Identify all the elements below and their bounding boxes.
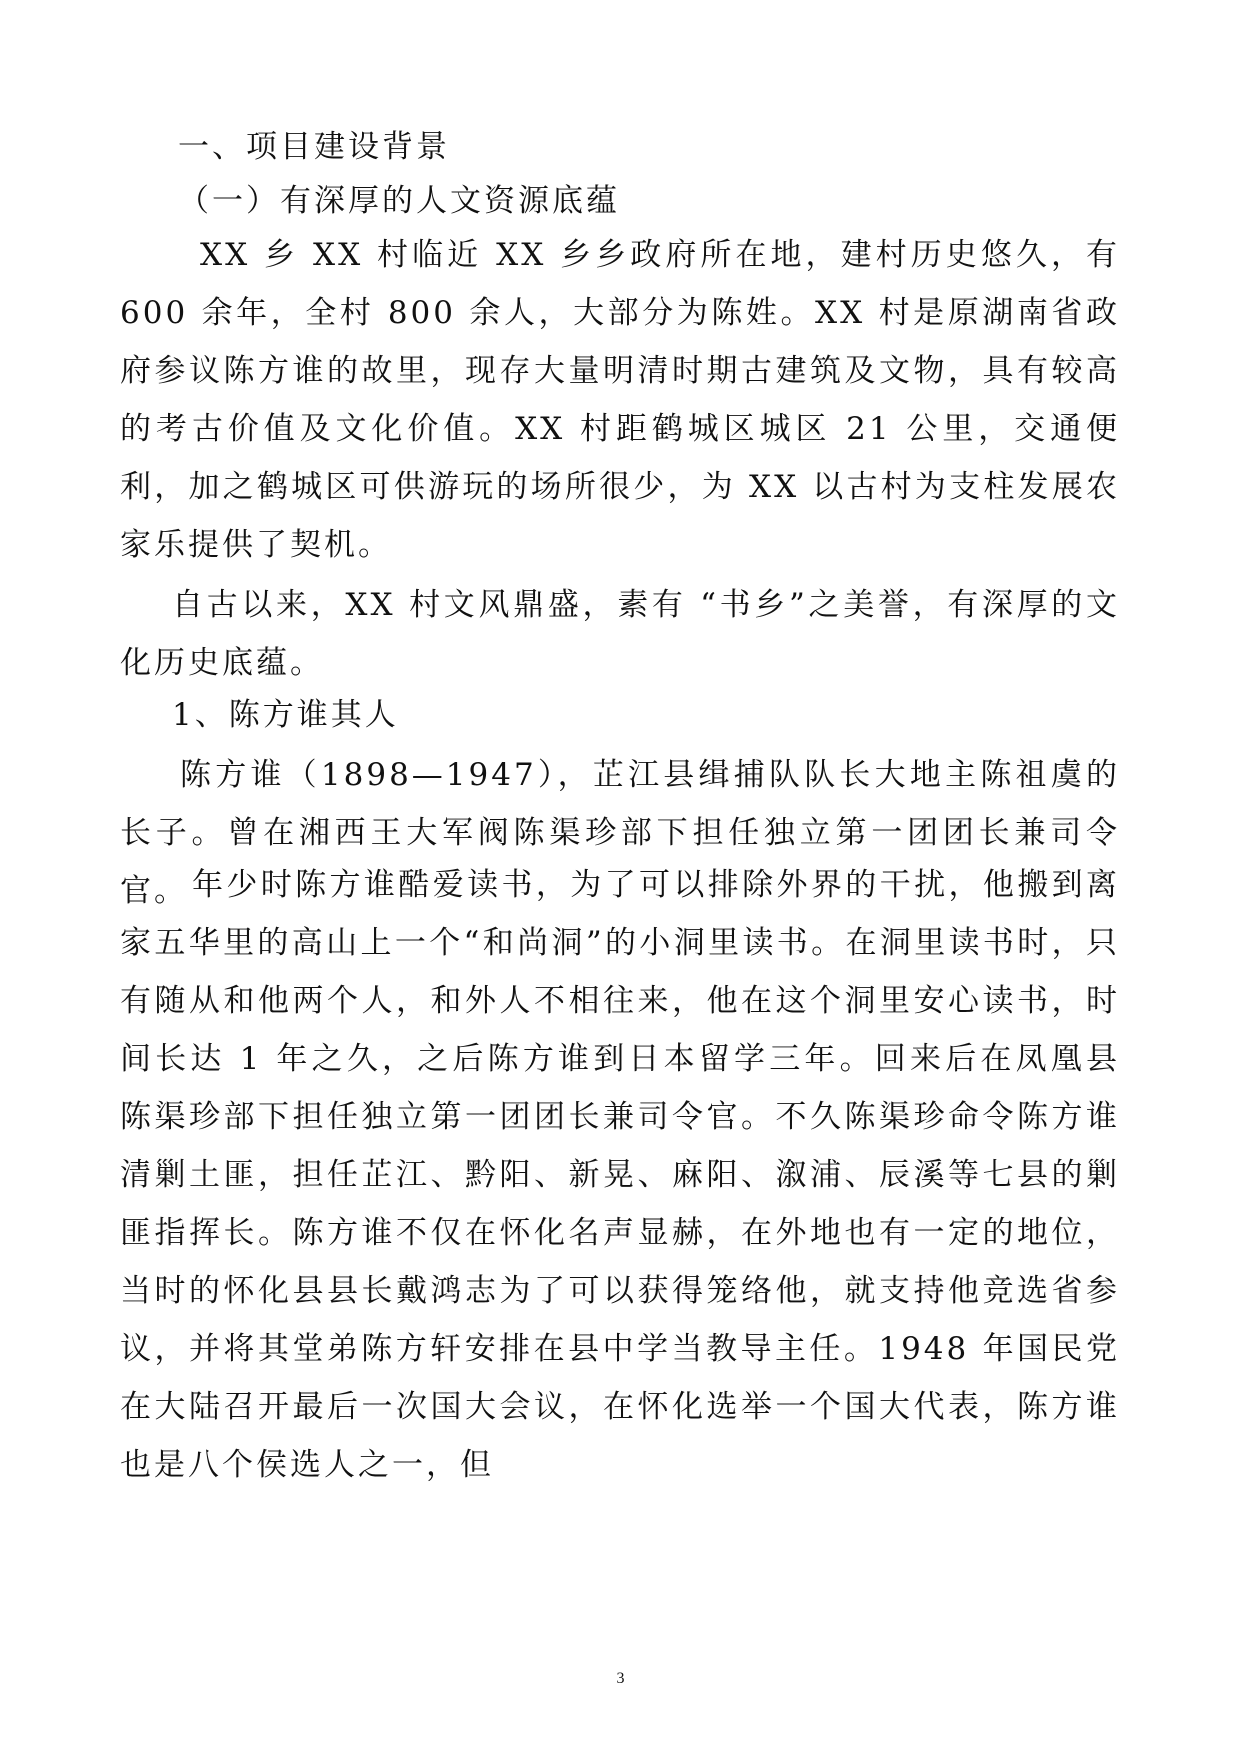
page-number: 3 — [616, 1670, 625, 1687]
paragraph-person-story: 年少时陈方谁酷爱读书，为了可以排除外界的干扰，他搬到离家五华里的高山上一个“和尚洞”的小洞里读书。在洞里读书时，只有随从和他两个人，和外人不相往来，他在这个洞里安心读书，时间长达 1 年之久，之后陈方谁到日本留学三年。回来后在凤凰县陈渠珍部下担任独立第一团团长兼司令官。不久陈渠珍命令陈方谁清剿土匪，担任芷江、黔阳、新晃、麻阳、溆浦、辰溪等七县的剿匪指挥长。陈方谁不仅在怀化名声显赫，在外地也有一定的地位，当时的怀化县县长戴鸿志为了可以获得笼络他，就支持他竞选省参议，并将其堂弟陈方轩安排在县中学当教导主任。1948 年国民党在大陆召开最后一次国大会议，在怀化选举一个国大代表，陈方谁也是八个侯选人之一，但 — [120, 867, 1120, 1483]
person-subheading: 1、陈方谁其人 — [172, 697, 399, 733]
section-heading: 一、项目建设背景 — [178, 129, 450, 165]
paragraph-village-intro: XX 乡 XX 村临近 XX 乡乡政府所在地，建村历史悠久，有 600 余年，全村 800 余人，大部分为陈姓。XX 村是原湖南省政府参议陈方谁的故里，现存大量明清时期古建筑及文物，具有较高的考古价值及文化价值。XX 村距鹤城区城区 21 公里，交通便利，加之鹤城区可供游玩的场所很少，为 XX 以古村为支柱发展农家乐提供了契机。 — [120, 237, 1120, 563]
paragraph-culture: 自古以来，XX 村文风鼎盛，素有 “书乡”之美誉，有深厚的文化历史底蕴。 — [120, 587, 1120, 681]
subsection-heading: （一）有深厚的人文资源底蕴 — [178, 183, 620, 219]
paragraph-person-bio: 陈方谁（1898—1947），芷江县缉捕队队长大地主陈祖虞的长子。曾在湘西王大军阀陈渠珍部下担任独立第一团团长兼司令官。 — [120, 757, 1120, 909]
